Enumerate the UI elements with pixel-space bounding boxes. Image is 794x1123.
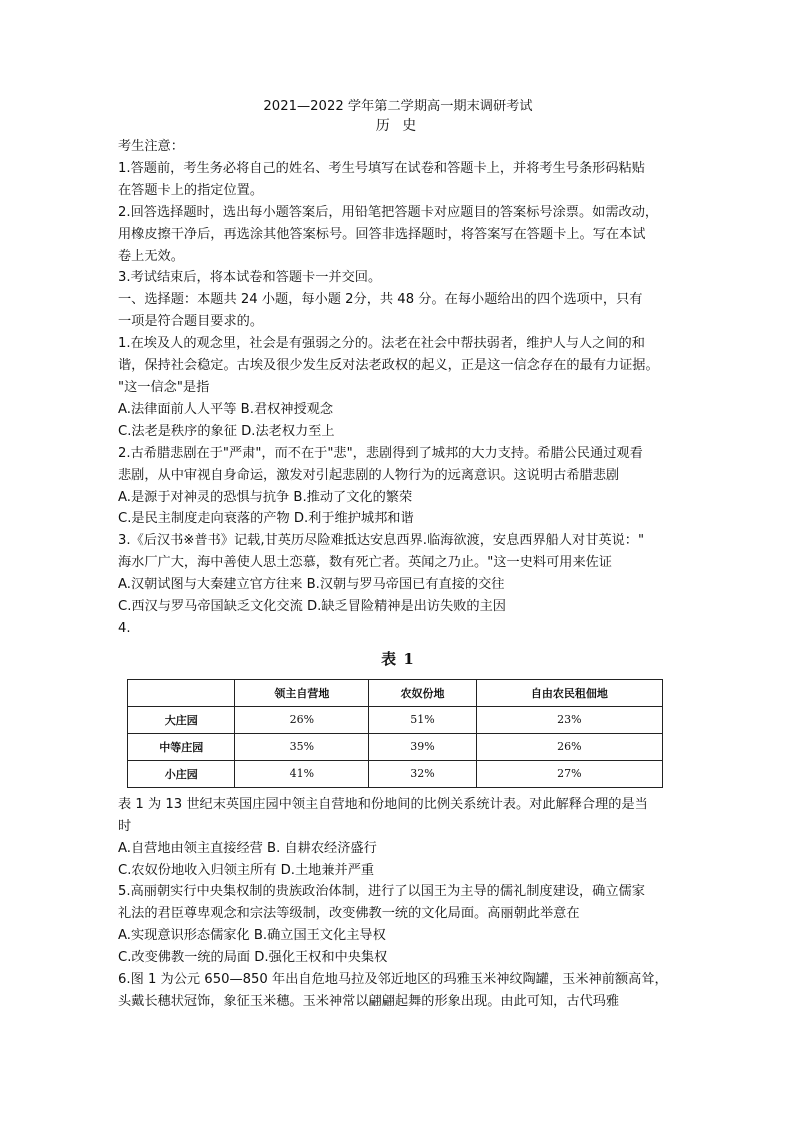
question-line: 5.高丽朝实行中央集权制的贵族政治体制，进行了以国王为主导的儒礼制度建设，确立儒家 <box>118 884 645 900</box>
question-line: 3.《后汉书※普书》记载,甘英历尽险难抵达安息西界.临海欲渡，安息西界船人对甘英说：" <box>118 533 645 549</box>
question-line: 悲剧，从中审视自身命运，激发对引起悲剧的人物行为的远离意识。这说明古希腊悲剧 <box>118 467 620 483</box>
table-cell: 39% <box>369 733 476 760</box>
question-option: A.汉朝试图与大秦建立官方往来 B.汉朝与罗马帝国已有直接的交往 <box>118 577 505 593</box>
question-line: 表 1 为 13 世纪末英国庄园中领主自营地和份地间的比例关系统计表。对此解释合理的是当 <box>118 796 648 812</box>
question-option: A.法律面前人人平等 B.君权神授观念 <box>118 401 334 417</box>
table-cell: 23% <box>476 706 662 733</box>
notice-line: 2.回答选择题时，选出每小题答案后，用铅笔把答题卡对应题目的答案标号涂票。如需改动， <box>118 204 659 220</box>
notice-line: 3.考试结束后，将本试卷和答题卡一并交回。 <box>118 270 382 286</box>
table-cell: 51% <box>369 706 476 733</box>
table-cell: 27% <box>476 760 662 787</box>
table-header-cell <box>128 679 235 706</box>
exam-title: 2021—2022 学年第二学期高一期末调研考试 <box>263 99 533 114</box>
question-line: 谐，保持社会稳定。古埃及很少发生反对法老政权的起义，正是这一信念存在的最有力证据。 <box>118 358 659 374</box>
table-cell: 26% <box>235 706 369 733</box>
notice-line: 在答题卡上的指定位置。 <box>118 182 264 198</box>
notice-line: 1.答题前，考生务必将自己的姓名、考生号填写在试卷和答题卡上，并将考生号条形码粘贴 <box>118 160 645 176</box>
table-caption: 表 1 <box>381 649 415 668</box>
table-row <box>128 760 663 787</box>
table-header-cell: 农奴份地 <box>369 679 476 706</box>
question-option: C.西汉与罗马帝国缺乏文化交流 D.缺乏冒险精神是出访失败的主因 <box>118 599 506 615</box>
question-line: "这一信念"是指 <box>118 379 210 395</box>
table-header-cell: 领主自营地 <box>235 679 369 706</box>
table-row-label: 大庄园 <box>128 706 235 733</box>
table-header-cell: 自由农民租佃地 <box>476 679 662 706</box>
question-option: C.农奴份地收入归领主所有 D.土地兼并严重 <box>118 862 375 878</box>
table-row-label: 小庄园 <box>128 760 235 787</box>
notice-line: 用橡皮擦干净后，再选涂其他答案标号。回答非选择题时，将答案写在答题卡上。写在本试 <box>118 226 646 242</box>
table-cell: 26% <box>476 733 662 760</box>
question-option: C.是民主制度走向衰落的产物 D.利于维护城邦和谐 <box>118 511 414 527</box>
questions-block-2 <box>118 794 678 1013</box>
notice-block <box>118 136 678 289</box>
notice-heading: 考生注意： <box>118 139 184 154</box>
subject-title: 历 史 <box>375 118 421 134</box>
question-option: A.自营地由领主直接经营 B. 自耕农经济盛行 <box>118 840 377 856</box>
table-cell: 41% <box>235 760 369 787</box>
question-line: 头戴长穗状冠饰，象征玉米穗。玉米神常以翩翩起舞的形象出现。由此可知，古代玛雅 <box>118 994 620 1009</box>
question-line: 6.图 1 为公元 650—850 年出自危地马拉及邻近地区的玛雅玉米神纹陶罐，玉米神前额高耸， <box>118 972 668 988</box>
table-row-label: 中等庄园 <box>128 733 235 760</box>
table-cell: 35% <box>235 733 369 760</box>
table-header-row <box>128 679 663 706</box>
question-number: 4. <box>118 620 131 636</box>
question-option: A.是源于对神灵的恐惧与抗争 B.推动了文化的繁荣 <box>118 489 413 505</box>
question-line: 时 <box>118 818 132 834</box>
question-option: C.改变佛教一统的局面 D.强化王权和中央集权 <box>118 950 388 966</box>
section-line: 一、选择题：本题共 24 小题，每小题 2分，共 48 分。在每小题给出的四个选项中，只有 <box>118 292 643 308</box>
section-line: 一项是符合题目要求的。 <box>118 314 264 330</box>
questions-block-1 <box>118 333 678 640</box>
table-row <box>128 733 663 760</box>
question-line: 礼法的君臣尊卑观念和宗法等级制，改变佛教一统的文化局面。高丽朝此举意在 <box>118 906 580 922</box>
section-heading <box>118 289 678 333</box>
manor-land-table <box>127 679 663 788</box>
table-cell: 32% <box>369 760 476 787</box>
exam-page <box>118 98 678 1013</box>
question-option: C.法老是秩序的象征 D.法老权力至上 <box>118 423 335 439</box>
question-line: 2.古希腊悲剧在于"严肃"，而不在于"悲"，悲剧得到了城邦的大力支持。希腊公民通过观看 <box>118 445 643 461</box>
notice-line: 卷上无效。 <box>118 248 184 264</box>
table-row <box>128 706 663 733</box>
question-line: 1.在埃及人的观念里，社会是有强弱之分的。法老在社会中帮扶弱者，维护人与人之间的和 <box>118 336 645 352</box>
question-option: A.实现意识形态儒家化 B.确立国王文化主导权 <box>118 928 386 944</box>
question-line: 海水厂广大，海中善使人思土恋慕，数有死亡者。英闻之乃止。"这一史料可用来佐证 <box>118 555 612 571</box>
table-block <box>118 648 678 788</box>
